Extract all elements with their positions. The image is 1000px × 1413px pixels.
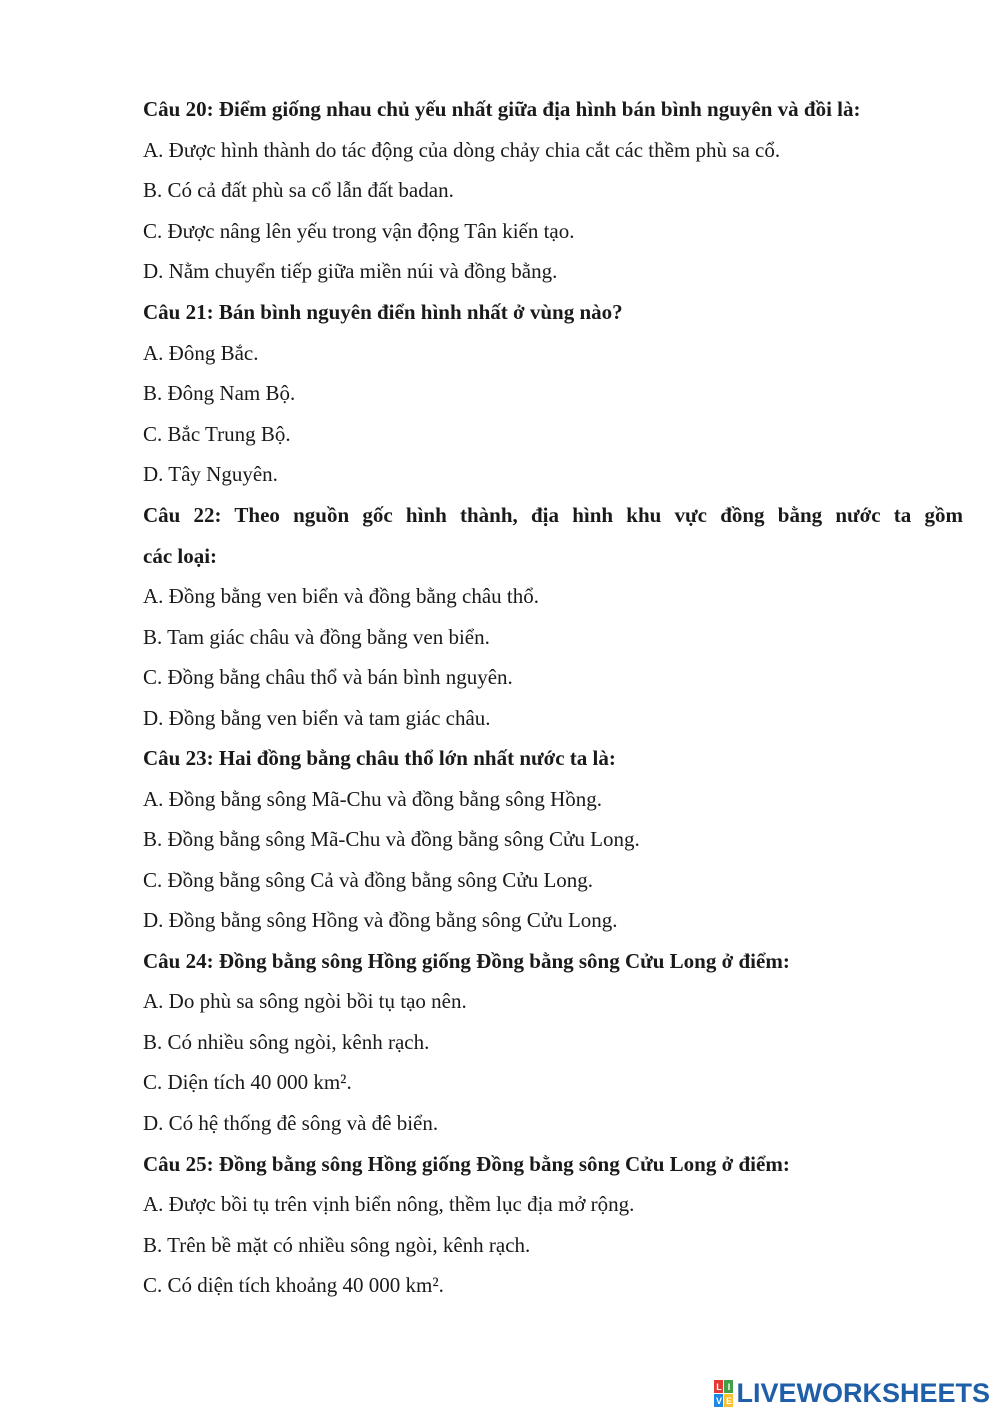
question-20-option-c: C. Được nâng lên yếu trong vận động Tân kiến tạo. [143,219,575,243]
question-24-option-b: B. Có nhiều sông ngòi, kênh rạch. [143,1030,430,1054]
question-25-option-c: C. Có diện tích khoảng 40 000 km². [143,1273,444,1297]
question-22-option-d: D. Đồng bằng ven biển và tam giác châu. [143,706,491,730]
question-23-option-c: C. Đồng bằng sông Cả và đồng bằng sông Cửu Long. [143,868,594,892]
question-25-option-a: A. Được bồi tụ trên vịnh biển nông, thềm lục địa mở rộng. [143,1192,635,1216]
logo-mark-icon [714,1380,733,1407]
question-21: Câu 21: Bán bình nguyên điển hình nhất ở vùng nào? [143,300,623,324]
question-21-option-b: B. Đông Nam Bộ. [143,381,296,405]
question-23-option-d: D. Đồng bằng sông Hồng và đồng bằng sông Cửu Long. [143,908,618,932]
question-22-line-1: Câu 22: Theo nguồn gốc hình thành, địa hình khu vực đồng bằng nước ta gồm [143,503,963,527]
logo-mark-v: V [715,1395,722,1406]
question-22-line-2: các loại: [143,544,218,568]
logo-mark-e: E [725,1395,732,1406]
question-24-option-a: A. Do phù sa sông ngòi bồi tụ tạo nên. [143,989,467,1013]
question-25-option-b: B. Trên bề mặt có nhiều sông ngòi, kênh rạch. [143,1233,531,1257]
logo-mark-i: I [724,1380,733,1393]
question-23-option-a: A. Đồng bằng sông Mã-Chu và đồng bằng sông Hồng. [143,787,603,811]
question-21-option-d: D. Tây Nguyên. [143,462,278,486]
question-20-option-a: A. Được hình thành do tác động của dòng chảy chia cắt các thềm phù sa cổ. [143,138,781,162]
question-22-option-c: C. Đồng bằng châu thổ và bán bình nguyên. [143,665,513,689]
question-21-option-c: C. Bắc Trung Bộ. [143,422,291,446]
question-21-option-a: A. Đông Bắc. [143,341,259,365]
logo-text: LIVEWORKSHEETS [736,1378,990,1408]
question-24-option-c: C. Diện tích 40 000 km². [143,1070,352,1094]
question-20: Câu 20: Điểm giống nhau chủ yếu nhất giữa địa hình bán bình nguyên và đồi là: [143,97,861,121]
question-23: Câu 23: Hai đồng bằng châu thổ lớn nhất nước ta là: [143,746,616,770]
question-22-option-b: B. Tam giác châu và đồng bằng ven biển. [143,625,490,649]
question-25: Câu 25: Đồng bằng sông Hồng giống Đồng bằng sông Cửu Long ở điểm: [143,1152,790,1176]
question-20-option-d: D. Nằm chuyển tiếp giữa miền núi và đồng bằng. [143,259,558,283]
question-22-option-a: A. Đồng bằng ven biển và đồng bằng châu thổ. [143,584,539,608]
question-24: Câu 24: Đồng bằng sông Hồng giống Đồng bằng sông Cửu Long ở điểm: [143,949,790,973]
logo-mark-l: L [716,1381,722,1392]
liveworksheets-logo [714,1378,990,1409]
question-24-option-d: D. Có hệ thống đê sông và đê biển. [143,1111,439,1135]
question-23-option-b: B. Đồng bằng sông Mã-Chu và đồng bằng sông Cửu Long. [143,827,640,851]
question-20-option-b: B. Có cả đất phù sa cổ lẫn đất badan. [143,178,454,202]
